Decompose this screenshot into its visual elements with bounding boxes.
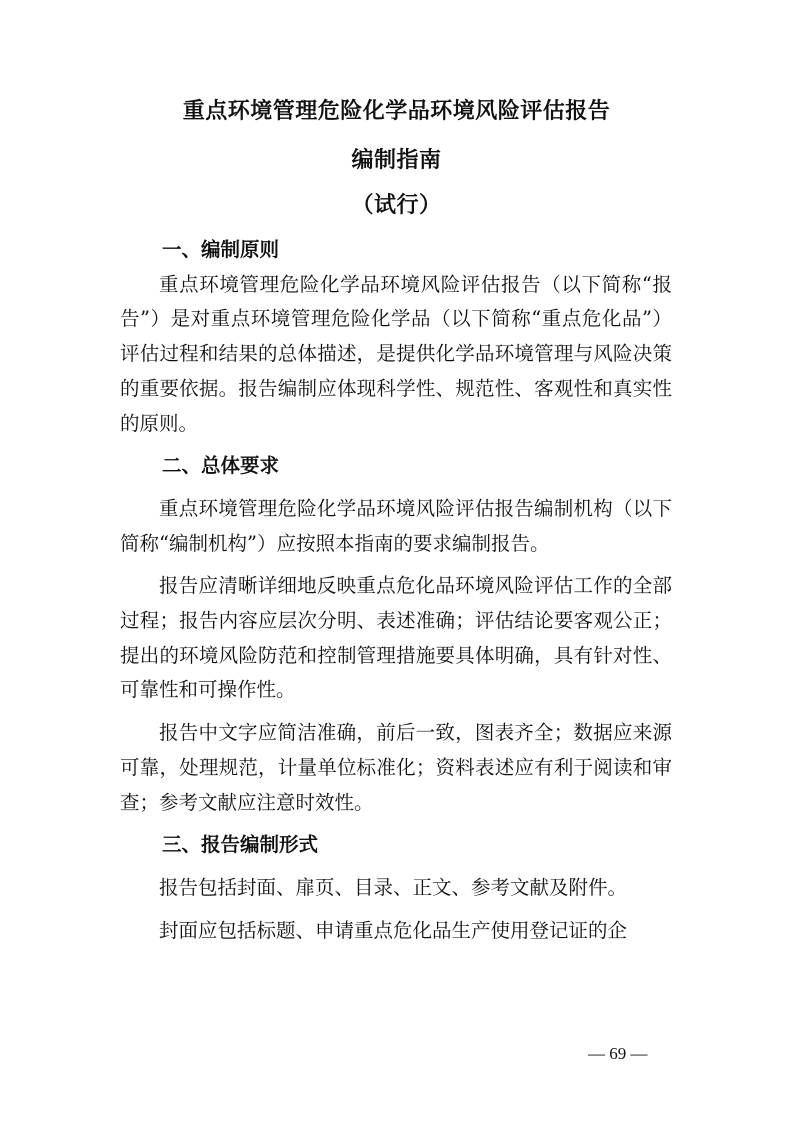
paragraph: 重点环境管理危险化学品环境风险评估报告（以下简称“报告”）是对重点环境管理危险化学品（以下简称“重点危化品”）评估过程和结果的总体描述，是提供化学品环境管理与风险决策的重要依据。报告编制应体现科学性、规范性、客观性和真实性的原则。 [120,272,672,435]
document-trial-label: （试行） [351,193,442,218]
paragraph: 报告应清晰详细地反映重点危化品环境风险评估工作的全部过程；报告内容应层次分明、表述准确；评估结论要客观公正；提出的环境风险防范和控制管理措施要具体明确，具有针对性、可靠性和可操作性。 [120,574,672,702]
section-heading-general-requirements: 二、总体要求 [162,454,280,478]
paragraph: 封面应包括标题、申请重点危化品生产使用登记证的企 [159,918,628,942]
document-title: 重点环境管理危险化学品环境风险评估报告 [182,99,611,124]
document-body [120,233,672,948]
section-heading-principles: 一、编制原则 [162,238,280,261]
paragraph: 报告包括封面、扉页、目录、正文、参考文献及附件。 [159,875,628,899]
paragraph: 报告中文字应简洁准确，前后一致，图表齐全；数据应来源可靠，处理规范，计量单位标准化；资料表述应有利于阅读和审查；参考文献应注意时效性。 [120,721,672,814]
paragraph: 重点环境管理危险化学品环境风险评估报告编制机构（以下简称“编制机构”）应按照本指南的要求编制报告。 [120,496,672,555]
page-number: — 69 — [588,1044,648,1063]
section-heading-report-format: 三、报告编制形式 [162,833,319,857]
document-subtitle: 编制指南 [351,148,442,173]
